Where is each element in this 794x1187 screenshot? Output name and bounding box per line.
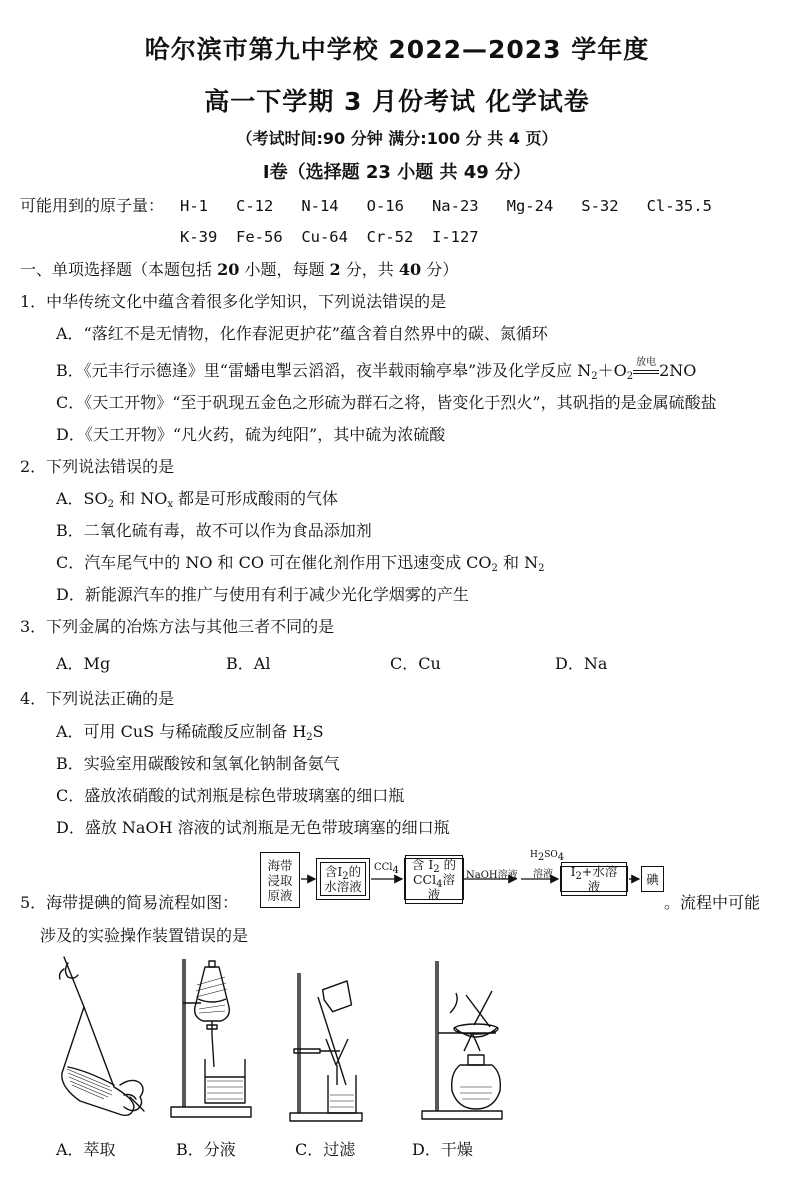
q1-option-d: D．《天工开物》“凡火药，硫为纯阳”，其中硫为浓硫酸 — [56, 425, 446, 444]
section1-title-text: 分） — [421, 260, 459, 279]
flow-arrow-label-ccl4: CCl$_4$ — [374, 862, 399, 876]
q5-stem-start: 5．海带提碘的简易流程如图： — [20, 893, 239, 912]
q3-stem: 3．下列金属的冶炼方法与其他三者不同的是 — [20, 617, 335, 636]
section1-title-text: 一、单项选择题（本题包括 — [20, 260, 218, 279]
caption-drying: D．干燥 — [412, 1140, 473, 1159]
q1-option-b: B．《元丰行示德逢》里“雷蟠电掣云滔滔，夜半载雨输亭皋”涉及化学反应 $N_2+O_2$ 放电 2NO — [56, 361, 696, 381]
section1-count: 20 — [217, 260, 240, 279]
flow-box-i2-aqueous-line1: 含I — [324, 864, 343, 879]
q4-option-a-text: S — [312, 722, 324, 741]
section1-title — [20, 260, 458, 280]
flow-box-i2-ccl4 — [404, 858, 464, 900]
q4-stem: 4．下列说法正确的是 — [20, 689, 175, 708]
flow-arrow-label-h2so4-text: SO — [544, 850, 558, 860]
q1-option-b-text: B．《元丰行示德逢》里“雷蟠电掣云滔滔，夜半载雨输亭皋”涉及化学反应 N — [56, 361, 592, 380]
section1-total: 40 — [398, 260, 422, 279]
q4-option-c: C．盛放浓硝酸的试剂瓶是棕色带玻璃塞的细口瓶 — [56, 786, 405, 805]
q2-stem: 2．下列说法错误的是 — [20, 457, 175, 476]
q1-option-b-plus: ＋O — [597, 361, 627, 380]
exam-title: 高一下学期 3 月份考试 化学试卷 — [204, 87, 590, 116]
flow-arrow-label-naoh: NaOH溶液 — [466, 870, 518, 881]
q1-stem: 1．中华传统文化中蕴含着很多化学知识，下列说法错误的是 — [20, 292, 447, 311]
q5-stem-line2: 涉及的实验操作装置错误的是 — [40, 926, 249, 945]
q2-option-c-text: C．汽车尾气中的 NO 和 CO 可在催化剂作用下迅速变成 CO — [56, 553, 492, 572]
section1-title-text: 小题，每题 — [239, 260, 330, 279]
flow-arrow-label-h2so4-text: H — [530, 850, 538, 860]
q2-option-a-text: 都是可形成酸雨的气体 — [172, 489, 339, 508]
flow-box-iodine-text: 碘 — [646, 871, 659, 887]
flow-box-i2-ccl4-line1: 含 I — [411, 856, 434, 872]
atomic-mass-row-2: K-39 Fe-56 Cu-64 Cr-52 I-127 — [180, 228, 479, 246]
section1-title-text: 分，共 — [340, 260, 399, 279]
flow-box-i2-ccl4-line1-tail: 的 — [439, 856, 457, 872]
q2-option-d: D．新能源汽车的推广与使用有利于减少光化学烟雾的产生 — [56, 585, 469, 604]
q4-option-b: B．实验室用碳酸铵和氢氧化钠制备氨气 — [56, 754, 340, 773]
q2-option-a-text: 和 NO — [114, 489, 168, 508]
flow-box-i2-aqueous-line1-tail: 的 — [348, 864, 362, 879]
flow-arrow-label-ccl4-text: CCl — [374, 862, 393, 873]
exam-info: （考试时间:90 分钟 满分:100 分 共 4 页） — [236, 129, 558, 148]
q1-option-b-product: 2NO — [659, 361, 697, 380]
q3-option-d: D．Na — [555, 654, 608, 673]
q5-stem-end: 。流程中可能 — [664, 893, 761, 912]
school-title: 哈尔滨市第九中学校 2022—2023 学年度 — [144, 35, 650, 64]
flow-box-kelp-extract — [260, 852, 300, 908]
iodine-extraction-flowchart — [258, 848, 668, 910]
q1-option-c: C．《天工开物》“至于矾现五金色之形硫为群石之将，皆变化于烈火”，其矾指的是金属硫酸盐 — [56, 393, 717, 412]
flow-box-i2-aqueous-line2: 水溶液 — [324, 879, 362, 894]
q3-option-b: B．Al — [226, 654, 271, 673]
filtration-apparatus-icon — [288, 955, 378, 1125]
q3-option-c: C．Cu — [390, 654, 441, 673]
reaction-arrow-icon — [633, 356, 659, 379]
flow-box-i2-water — [560, 866, 628, 892]
q1-option-a: A．“落红不是无情物，化作春泥更护花”蕴含着自然界中的碳、氮循环 — [56, 324, 548, 343]
flow-box-i2-ccl4-line2-tail: 溶液 — [427, 871, 456, 902]
caption-filtration: C．过滤 — [295, 1140, 356, 1159]
q4-option-a-text: A．可用 CuS 与稀硫酸反应制备 H — [56, 722, 307, 741]
flow-box-i2-aqueous-inner: 含$I_2$的 水溶液 — [320, 862, 366, 896]
q2-option-b: B．二氧化硫有毒，故不可以作为食品添加剂 — [56, 521, 372, 540]
q2-option-c-text: 和 N — [497, 553, 539, 572]
extraction-apparatus-icon — [50, 955, 150, 1130]
atomic-mass-label: 可能用到的原子量： — [20, 196, 165, 215]
caption-separation: B．分液 — [176, 1140, 236, 1159]
q2-option-a-text: A．SO — [56, 489, 108, 508]
flow-box-i2-water-inner: $I_2+$水溶液 — [561, 862, 627, 896]
reaction-condition: 放电 — [636, 356, 657, 368]
section-heading: Ⅰ卷（选择题 23 小题 共 49 分） — [262, 162, 532, 183]
separating-funnel-apparatus-icon — [165, 955, 260, 1125]
flow-box-i2-water-text: I — [570, 864, 576, 879]
q2-option-a: A．$SO_2$ 和 $NO_x$ 都是可形成酸雨的气体 — [56, 489, 339, 510]
section1-points: 2 — [329, 260, 341, 279]
q2-option-c: C．汽车尾气中的 NO 和 CO 可在催化剂作用下迅速变成 $CO_2$ 和 $N_2$ — [56, 553, 545, 574]
q4-option-a: A．可用 CuS 与稀硫酸反应制备 $H_2S$ — [56, 722, 324, 743]
atomic-mass-row-1: H-1 C-12 N-14 O-16 Na-23 Mg-24 S-32 Cl-35.5 — [180, 197, 712, 215]
flow-box-i2-aqueous — [316, 858, 370, 900]
drying-apparatus-icon — [420, 955, 510, 1125]
flow-box-iodine — [641, 866, 664, 892]
caption-extraction: A．萃取 — [56, 1140, 116, 1159]
flow-arrow-label-solution: 溶液 — [533, 869, 553, 880]
flow-box-kelp-extract-label: 海带浸取原液 — [267, 857, 293, 903]
flow-box-i2-ccl4-inner: 含 $I_2$ 的 CCl$_4$溶液 — [405, 855, 463, 904]
flow-box-i2-water-tail: +水溶液 — [581, 864, 618, 894]
q4-option-d: D．盛放 NaOH 溶液的试剂瓶是无色带玻璃塞的细口瓶 — [56, 818, 450, 837]
flow-arrow-label-h2so4: $H_2SO_4$ — [530, 850, 565, 863]
q3-option-a: A．Mg — [56, 654, 111, 673]
flow-box-i2-ccl4-line2: CCl — [412, 871, 437, 887]
